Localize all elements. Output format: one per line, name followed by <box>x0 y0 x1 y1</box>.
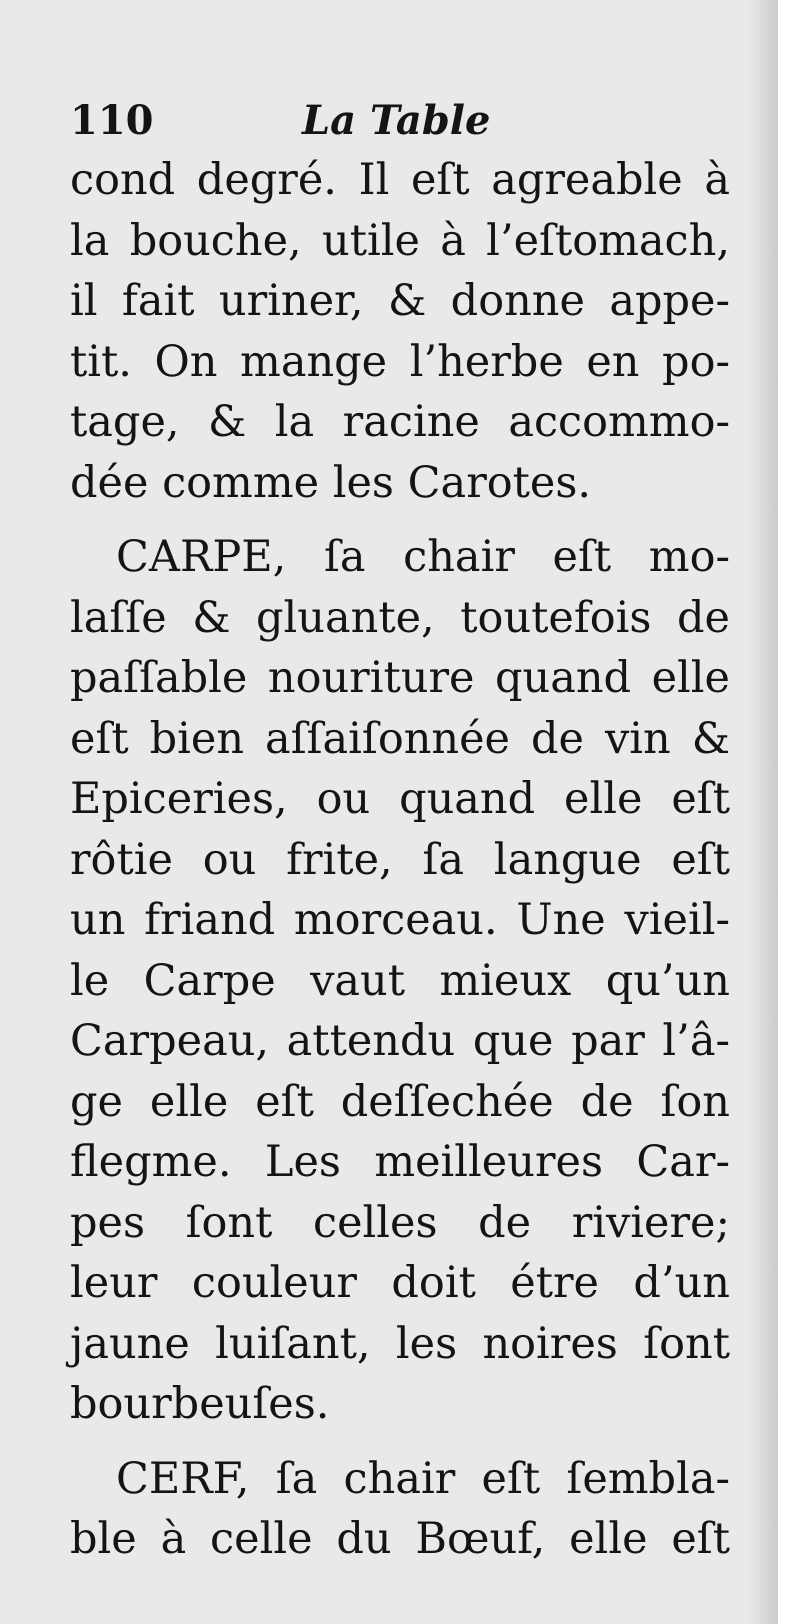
paragraph-cerf <box>70 1449 730 1570</box>
text-line: Epiceries, ou quand elle eſt <box>70 774 730 824</box>
text-line: rôtie ou frite, ſa langue eſt <box>70 834 730 885</box>
page-gutter <box>778 0 800 1624</box>
page-text <box>70 92 730 1570</box>
text-line: CERF, ſa chair eſt ſembla- <box>116 1453 730 1504</box>
text-line: jaune luiſant, les noires ſont <box>70 1318 730 1369</box>
text-line: tage, & la racine accommo- <box>70 397 730 447</box>
text-line: un friand morceau. Une vieil- <box>70 895 730 945</box>
paragraph-continuation <box>70 150 730 513</box>
paragraph-spacer <box>70 1435 730 1449</box>
text-line: laſſe & gluante, toutefois de <box>70 592 730 643</box>
text-line: dée comme les Carotes. <box>70 457 592 508</box>
page-edge-shadow <box>748 0 778 1624</box>
text-line: Carpeau, attendu que par l’â- <box>70 1016 730 1066</box>
text-line: la bouche, utile à l’eſtomach, <box>70 215 730 266</box>
text-line: cond degré. Il eſt agreable à <box>70 155 730 205</box>
text-line: le Carpe vaut mieux qu’un <box>70 955 730 1006</box>
text-line: paſſable nouriture quand elle <box>70 653 730 703</box>
text-line: eſt bien aſſaiſonnée de vin & <box>70 713 730 764</box>
page-number: 110 <box>70 97 154 144</box>
text-line: tit. On mange l’herbe en po- <box>70 336 730 387</box>
text-line: leur couleur doit étre d’un <box>70 1258 730 1308</box>
page-header <box>70 92 730 150</box>
running-title: La Table <box>302 97 491 144</box>
text-line: flegme. Les meilleures Car- <box>70 1137 730 1187</box>
text-line: ble à celle du Bœuf, elle eſt <box>70 1514 730 1564</box>
text-line: CARPE, ſa chair eſt mo- <box>116 532 730 582</box>
text-line: bourbeuſes. <box>70 1379 330 1429</box>
text-line: pes ſont celles de riviere; <box>70 1197 730 1248</box>
paragraph-carpe <box>70 527 730 1435</box>
text-line: il fait uriner, & donne appe- <box>70 276 730 326</box>
text-line: ge elle eſt deſſechée de ſon <box>70 1076 730 1127</box>
paragraph-spacer <box>70 513 730 527</box>
